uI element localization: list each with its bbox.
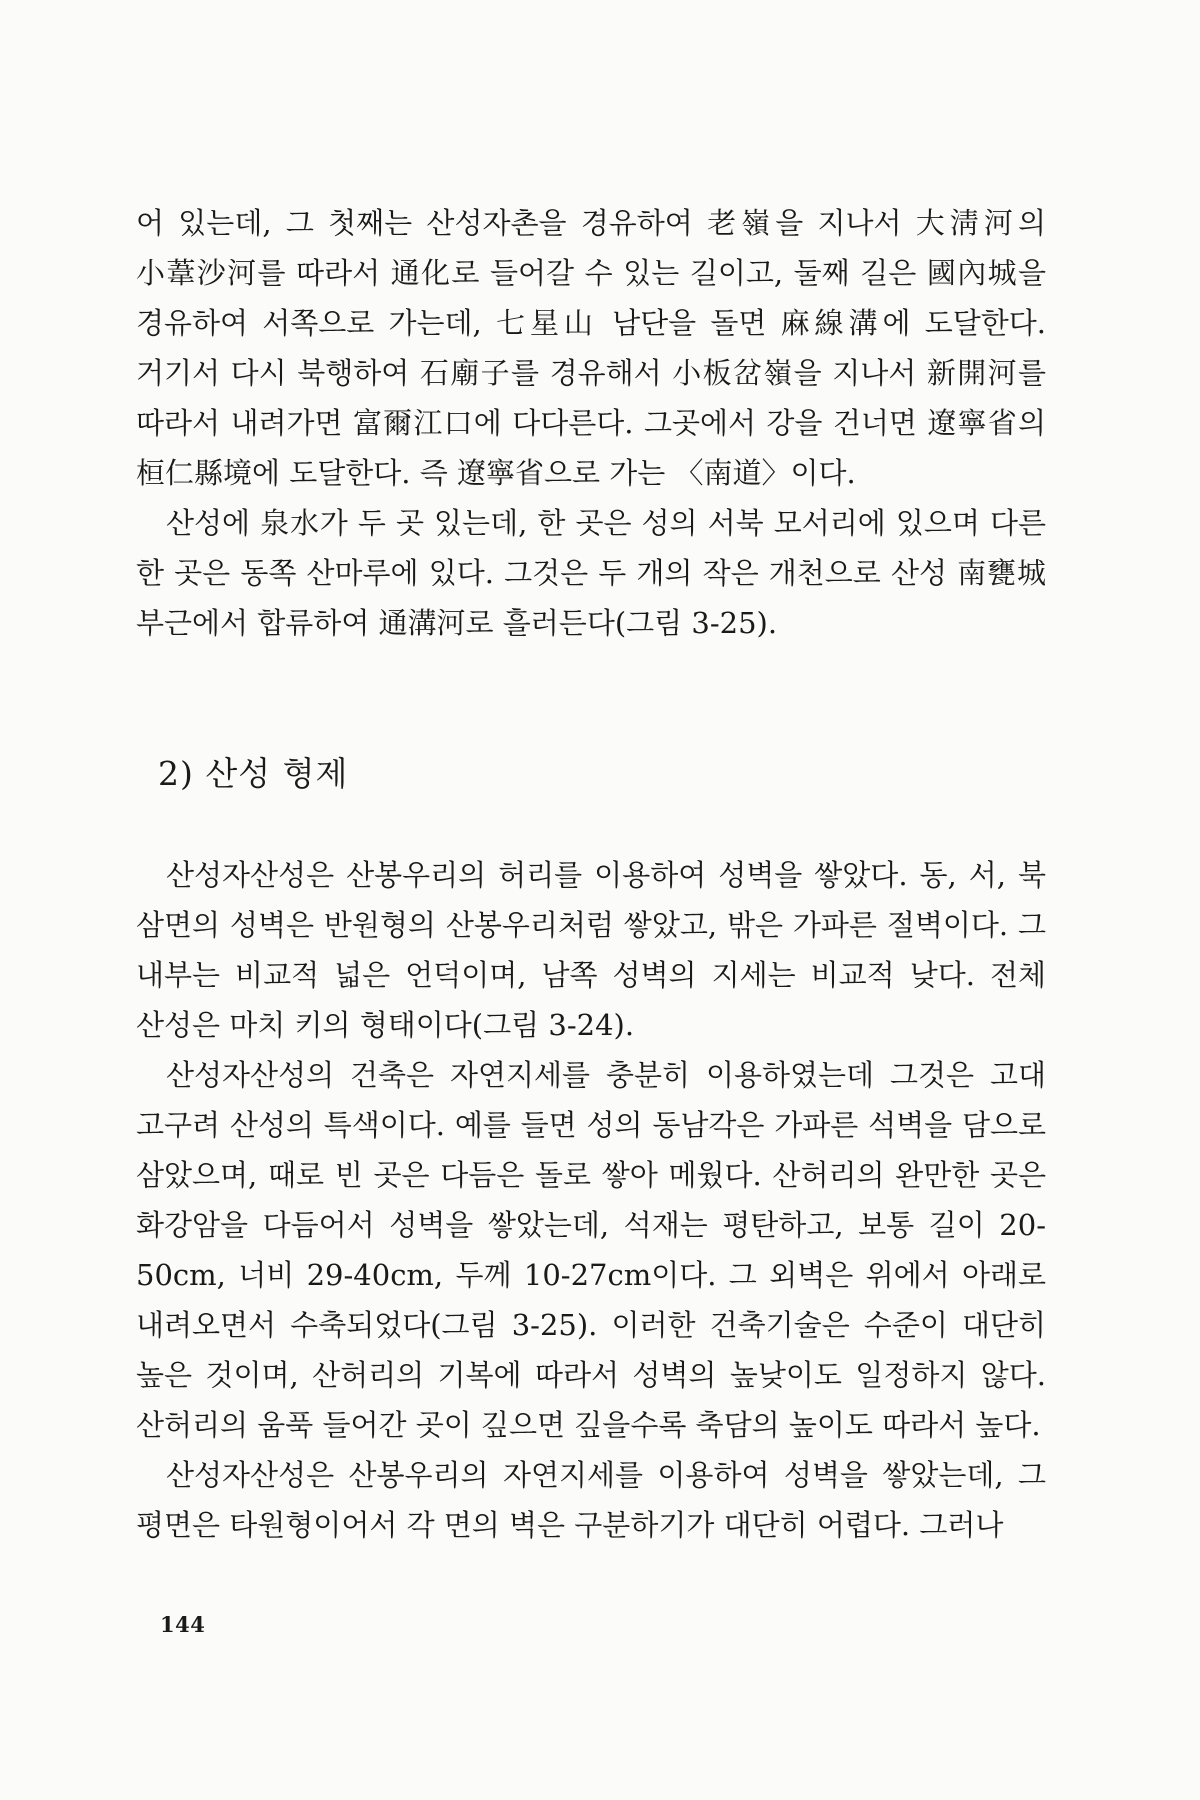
paragraph: 산성자산성은 산봉우리의 자연지세를 이용하여 성벽을 쌓았는데, 그 평면은 타원형이어서 각 면의 벽은 구분하기가 대단히 어렵다. 그러나 <box>136 1458 1046 1542</box>
section-heading: 2) 산성 형제 <box>158 754 349 793</box>
paragraph: 산성자산성은 산봉우리의 허리를 이용하여 성벽을 쌓았다. 동, 서, 북 삼면의 성벽은 반원형의 산봉우리처럼 쌓았고, 밖은 가파른 절벽이다. 그 내부는 비교적 넓은 언덕이며, 남쪽 성벽의 지세는 비교적 낮다. 전체 산성은 마치 키의 형태이다(그림 3-24). <box>136 858 1046 1042</box>
page-number: 144 <box>160 1612 206 1637</box>
paragraph: 산성에 泉水가 두 곳 있는데, 한 곳은 성의 서북 모서리에 있으며 다른 한 곳은 동쪽 산마루에 있다. 그것은 두 개의 작은 개천으로 산성 南甕城 부근에서 합류하여 通溝河로 흘러든다(그림 3-25). <box>136 506 1046 640</box>
body-text-top <box>136 198 1046 648</box>
paragraph: 어 있는데, 그 첫째는 산성자촌을 경유하여 老嶺을 지나서 大淸河의 小葦沙河를 따라서 通化로 들어갈 수 있는 길이고, 둘째 길은 國內城을 경유하여 서쪽으로 가는데, 七星山 남단을 돌면 麻線溝에 도달한다. 거기서 다시 북행하여 石廟子를 경유해서 小板岔嶺을 지나서 新開河를 따라서 내려가면 富爾江口에 다다른다. 그곳에서 강을 건너면 遼寧省의 桓仁縣境에 도달한다. 즉 遼寧省으로 가는 〈南道〉이다. <box>136 206 1046 490</box>
body-text-bottom <box>136 850 1046 1550</box>
paragraph: 산성자산성의 건축은 자연지세를 충분히 이용하였는데 그것은 고대 고구려 산성의 특색이다. 예를 들면 성의 동남각은 가파른 석벽을 담으로 삼았으며, 때로 빈 곳은 다듬은 돌로 쌓아 메웠다. 산허리의 완만한 곳은 화강암을 다듬어서 성벽을 쌓았는데, 석재는 평탄하고, 보통 길이 20-50cm, 너비 29-40cm, 두께 10-27cm이다. 그 외벽은 위에서 아래로 내려오면서 수축되었다(그림 3-25). 이러한 건축기술은 수준이 대단히 높은 것이며, 산허리의 기복에 따라서 성벽의 높낮이도 일정하지 않다. 산허리의 움푹 들어간 곳이 깊으면 깊을수록 축담의 높이도 따라서 높다. <box>136 1058 1046 1442</box>
